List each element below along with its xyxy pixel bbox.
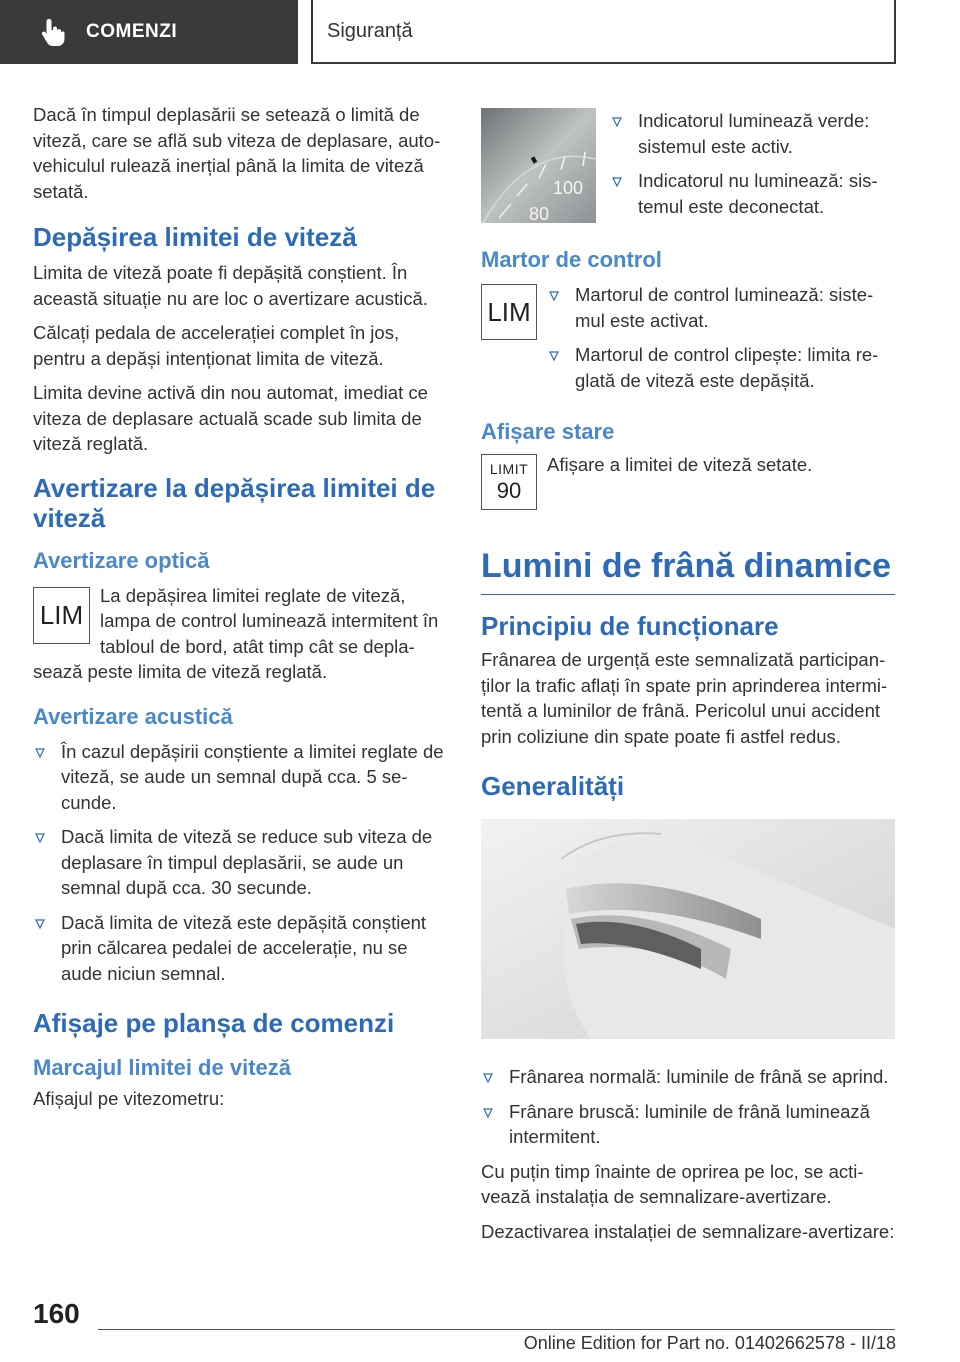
header-tab-commands[interactable] (0, 0, 298, 64)
control-light-list (547, 282, 895, 402)
acoustic-warning-list (33, 739, 448, 987)
section-title: Siguranță (311, 0, 896, 64)
footer-divider (98, 1329, 895, 1330)
speedo-label-80: 80 (529, 204, 550, 223)
intro-paragraph: Dacă în timpul deplasării se setează o limită de viteză, care se află sub viteza de deplasare, autovehiculul rulează inerțial până la limita de viteză setată. (33, 104, 441, 202)
principle-paragraph: Frânarea de urgență este semnalizată participanților la trafic aflați în spate prin aprinderea intermitentă a luminilor de frână. Pericolul unui accident prin coliziune din spate poate fi astfel redus. (481, 649, 888, 747)
lim-indicator-icon: LIM (33, 587, 90, 644)
heading-general: Generalități (481, 771, 625, 801)
list-item: Frânarea normală: luminile de frână se aprind. (481, 1064, 895, 1090)
speedometer-block (481, 108, 895, 228)
triangle-bullet-icon (35, 833, 45, 843)
optical-warning-block (33, 583, 448, 685)
heading-dashboard-displays: Afișaje pe planșa de comenzi (33, 1008, 395, 1038)
heading-limit-marker: Marcajul limitei de viteză (33, 1055, 291, 1080)
triangle-bullet-icon (483, 1073, 493, 1083)
marker-paragraph: Afișajul pe vitezometru: (33, 1088, 225, 1109)
heading-operating-principle: Principiu de funcționare (481, 611, 779, 641)
limit-90-icon: LIMIT 90 (481, 454, 537, 510)
exceed-paragraph-2: Călcați pedala de accelerației complet în jos, pentru a depăși intenționat limita de viteză. (33, 322, 400, 369)
header-tab-label: COMENZI (86, 21, 178, 42)
heading-optical-warning: Avertizare optică (33, 547, 210, 573)
heading-exceed-limit: Depășirea limitei de viteză (33, 222, 357, 252)
hazard-paragraph-2: Dezactivarea instalației de semnalizare-avertizare: (481, 1220, 895, 1242)
list-item: Indicatorul nu luminează: sistemul este deconectat. (610, 168, 895, 219)
brake-light-photo (481, 819, 895, 1039)
heading-dynamic-brake-lights: Lumini de frână dinamice (481, 546, 895, 595)
left-column (33, 102, 448, 1121)
triangle-bullet-icon (483, 1108, 493, 1118)
triangle-bullet-icon (35, 919, 45, 929)
page-number: 160 (33, 1298, 80, 1329)
heading-acoustic-warning: Avertizare acustică (33, 703, 233, 729)
exceed-paragraph-3: Limita devine activă din nou automat, imediat ce viteza de deplasare actuală scade sub limita de viteză reglată. (33, 382, 428, 454)
hazard-paragraph-1: Cu puțin timp înainte de oprirea pe loc, se activează instalația de semnalizare-avertizare. (481, 1160, 864, 1207)
list-item: Frânare bruscă: luminile de frână luminează intermitent. (481, 1099, 895, 1150)
brake-light-list (481, 1064, 895, 1150)
triangle-bullet-icon (612, 117, 622, 127)
triangle-bullet-icon (35, 748, 45, 758)
lim-indicator-icon: LIM (481, 284, 537, 340)
triangle-bullet-icon (549, 291, 559, 301)
list-item: În cazul depășirii conștiente a limitei reglate de viteză, se aude un semnal după cca. 5 secunde. (33, 739, 448, 816)
status-display-block (481, 454, 895, 510)
right-column (481, 102, 895, 1253)
heading-control-light: Martor de control (481, 247, 662, 272)
pointing-hand-icon (40, 17, 66, 47)
heading-status-display: Afișare stare (481, 419, 615, 444)
control-light-block (481, 282, 895, 402)
speedometer-list (610, 108, 895, 228)
list-item: Martorul de control clipește: limita reglată de viteză este depășită. (547, 342, 895, 393)
list-item: Martorul de control luminează: sistemul este activat. (547, 282, 895, 333)
edition-text: Online Edition for Part no. 01402662578 - II/18 (523, 1333, 896, 1353)
speedometer-image (481, 108, 596, 223)
triangle-bullet-icon (549, 351, 559, 361)
list-item: Indicatorul luminează verde: sistemul este activ. (610, 108, 895, 159)
optical-warning-text: La depășirea limitei reglate de viteză, lampa de control luminează intermitent în tabloul de bord, atât timp cât se deplasează peste limita de viteză reglată. (33, 584, 439, 682)
triangle-bullet-icon (612, 177, 622, 187)
list-item: Dacă limita de viteză se reduce sub viteza de deplasare în timpul deplasării, se aude un semnal după cca. 30 secunde. (33, 824, 448, 901)
heading-warning: Avertizare la depășirea limitei de viteză (33, 472, 436, 533)
exceed-paragraph-1: Limita de viteză poate fi depășită conștient. În această situație nu are loc o avertizare acustică. (33, 262, 428, 309)
speedo-label-100: 100 (553, 178, 584, 198)
status-display-text: Afișare a limitei de viteză setate. (547, 454, 813, 475)
list-item: Dacă limita de viteză este depășită conștient prin călcarea pedalei de accelerație, nu se aude niciun semnal. (33, 910, 448, 987)
